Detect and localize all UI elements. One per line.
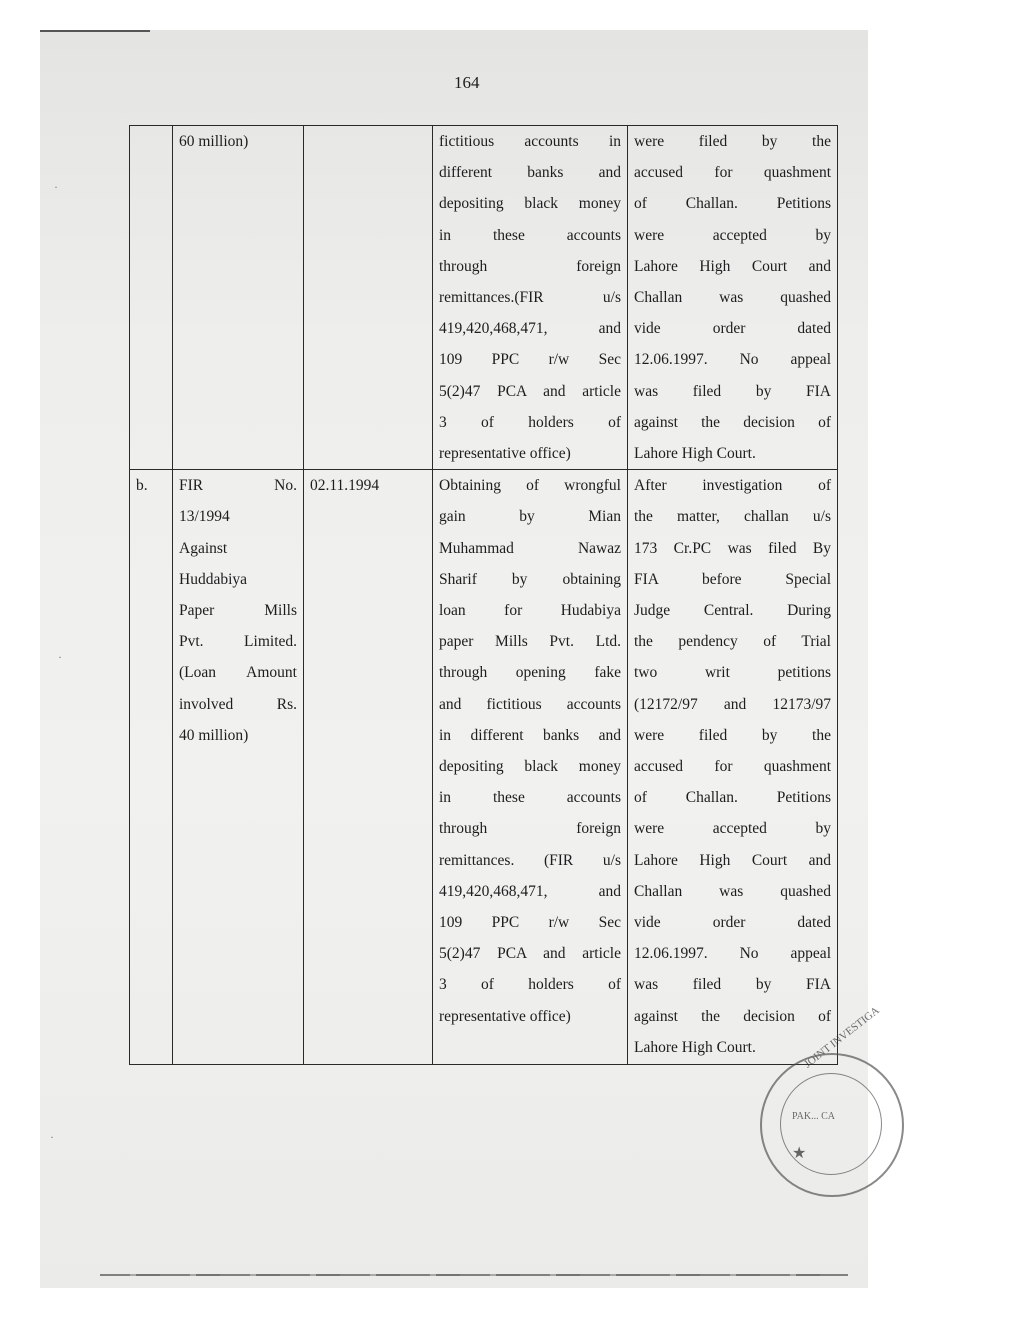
allegation-cell [433, 470, 628, 1065]
serial-cell [130, 126, 173, 470]
allegation-line: 3 of holders of [439, 413, 621, 431]
status-line: accused for quashment [634, 164, 831, 182]
allegation-line: 109 PPC r/w Sec [439, 914, 621, 932]
scan-speck: · [50, 1130, 54, 1144]
status-line: Lahore High Court. [634, 445, 756, 463]
allegation-line: depositing black money [439, 758, 621, 776]
allegation-line: 5(2)47 PCA and article [439, 382, 621, 400]
case-line: Huddabiya [179, 570, 248, 588]
allegation-line: and fictitious accounts [439, 695, 621, 713]
official-stamp [760, 1004, 904, 1197]
status-line: of Challan. Petitions [634, 195, 831, 213]
status-line: the pendency of Trial [634, 633, 831, 651]
allegation-line: in these accounts [439, 226, 621, 244]
status-line: Lahore High Court and [634, 851, 831, 869]
status-line: against the decision of [634, 413, 831, 431]
document-page [40, 30, 882, 1288]
allegation-line: 419,420,468,471, and [439, 882, 621, 900]
status-line: Challan was quashed [634, 882, 831, 900]
allegation-line: Obtaining of wrongful [439, 477, 621, 495]
stamp-middle-text: PAK... CA [792, 1111, 835, 1122]
status-line: against the decision of [634, 1007, 831, 1025]
case-line: 40 million) [179, 726, 249, 744]
status-line: vide order dated [634, 914, 831, 932]
status-line: accused for quashment [634, 758, 831, 776]
status-line: After investigation of [634, 477, 831, 495]
allegation-line: through foreign [439, 257, 621, 275]
status-line: the matter, challan u/s [634, 508, 831, 526]
allegation-line: remittances.(FIR u/s [439, 289, 621, 307]
case-cell [173, 126, 304, 470]
status-cell [628, 470, 838, 1065]
table-row [130, 470, 838, 1065]
scan-edge-streak [100, 1274, 848, 1276]
status-line: two writ petitions [634, 664, 831, 682]
serial-cell: b. [130, 470, 173, 1065]
scan-speck: · [58, 650, 62, 664]
allegation-line: fictitious accounts in [439, 133, 621, 150]
table-row [130, 126, 838, 470]
case-line: Against [179, 539, 228, 557]
status-line: vide order dated [634, 320, 831, 338]
allegation-line: gain by Mian [439, 508, 621, 526]
case-table [129, 125, 838, 1065]
allegation-line: different banks and [439, 164, 621, 182]
allegation-line: through foreign [439, 820, 621, 838]
allegation-cell [433, 126, 628, 470]
date-value: 02.11.1994 [310, 477, 380, 495]
status-cell [628, 126, 838, 470]
allegation-line: 419,420,468,471, and [439, 320, 621, 338]
case-line: 13/1994 [179, 508, 230, 526]
allegation-line: depositing black money [439, 195, 621, 213]
status-line: 12.06.1997. No appeal [634, 351, 831, 369]
case-line: (Loan Amount [179, 664, 297, 682]
star-icon: ★ [792, 1145, 807, 1162]
allegation-line: in these accounts [439, 789, 621, 807]
page-number: 164 [454, 73, 480, 92]
status-line: FIA before Special [634, 570, 831, 588]
case-line: Paper Mills [179, 602, 297, 620]
status-line: Judge Central. During [634, 602, 831, 620]
allegation-line: representative office) [439, 445, 571, 463]
status-line: Challan was quashed [634, 289, 831, 307]
status-line: Lahore High Court and [634, 257, 831, 275]
status-line: were accepted by [634, 820, 831, 838]
allegation-line: Muhammad Nawaz [439, 539, 621, 557]
scan-speck: · [54, 180, 58, 194]
date-cell [304, 126, 433, 470]
allegation-line: Sharif by obtaining [439, 570, 621, 588]
allegation-line: 3 of holders of [439, 976, 621, 994]
status-line: 173 Cr.PC was filed By [634, 539, 831, 557]
scan-edge-streak [40, 30, 150, 32]
status-line: of Challan. Petitions [634, 789, 831, 807]
date-cell [304, 470, 433, 1065]
status-line: Lahore High Court. [634, 1038, 756, 1056]
allegation-line: representative office) [439, 1007, 571, 1025]
status-line: (12172/97 and 12173/97 [634, 695, 831, 713]
case-line: 60 million) [179, 133, 249, 150]
allegation-line: 5(2)47 PCA and article [439, 945, 621, 963]
status-line: were filed by the [634, 726, 831, 744]
status-line: were accepted by [634, 226, 831, 244]
case-cell [173, 470, 304, 1065]
allegation-line: through opening fake [439, 664, 621, 682]
case-line: involved Rs. [179, 695, 297, 713]
allegation-line: in different banks and [439, 726, 621, 744]
case-line: Pvt. Limited. [179, 633, 297, 651]
status-line: was filed by FIA [634, 382, 831, 400]
allegation-line: 109 PPC r/w Sec [439, 351, 621, 369]
allegation-line: loan for Hudabiya [439, 602, 621, 620]
case-line: FIR No. [179, 477, 297, 495]
status-line: 12.06.1997. No appeal [634, 945, 831, 963]
allegation-line: remittances. (FIR u/s [439, 851, 621, 869]
stamp-top-text: JOINT INVESTIGA [802, 1004, 882, 1071]
allegation-line: paper Mills Pvt. Ltd. [439, 633, 621, 651]
status-line: was filed by FIA [634, 976, 831, 994]
status-line: were filed by the [634, 133, 831, 150]
